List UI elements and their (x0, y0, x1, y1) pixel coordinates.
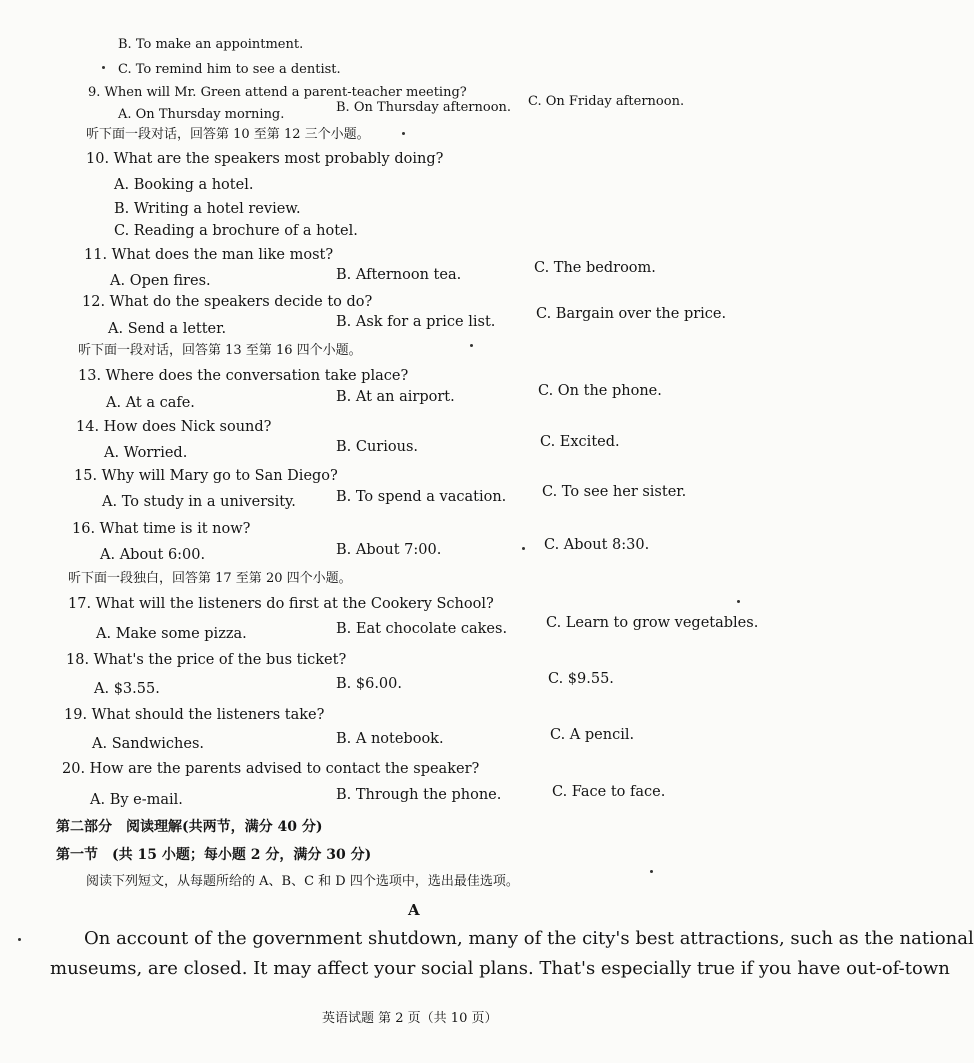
q15-option-c: C. To see her sister. (542, 484, 687, 500)
scan-speck (470, 344, 473, 347)
page-footer: 英语试题 第 2 页（共 10 页） (322, 1011, 498, 1026)
section-one-heading: 第一节 (共 15 小题；每小题 2 分，满分 30 分) (56, 847, 372, 863)
q14-option-a: A. Worried. (104, 445, 188, 461)
q10-option-b: B. Writing a hotel review. (114, 201, 301, 217)
question-12: 12. What do the speakers decide to do? (82, 294, 373, 310)
q19-option-b: B. A notebook. (336, 731, 444, 747)
scan-speck (18, 938, 21, 941)
scan-speck (102, 66, 105, 69)
question-16: 16. What time is it now? (72, 521, 251, 537)
q20-option-a: A. By e-mail. (90, 792, 183, 808)
q11-option-b: B. Afternoon tea. (336, 267, 462, 283)
q15-option-a: A. To study in a university. (102, 494, 296, 510)
q17-option-b: B. Eat chocolate cakes. (336, 621, 508, 637)
q16-option-c: C. About 8:30. (544, 537, 650, 553)
q13-option-b: B. At an airport. (336, 389, 455, 405)
q17-option-c: C. Learn to grow vegetables. (546, 615, 759, 631)
scan-speck (522, 547, 525, 550)
q20-option-c: C. Face to face. (552, 784, 666, 800)
q12-option-b: B. Ask for a price list. (336, 314, 496, 330)
q9-option-b: B. On Thursday afternoon. (336, 100, 512, 115)
question-18: 18. What's the price of the bus ticket? (66, 652, 347, 668)
q18-option-a: A. $3.55. (94, 681, 160, 697)
q20-option-b: B. Through the phone. (336, 787, 502, 803)
q9-option-a: A. On Thursday morning. (118, 107, 285, 122)
part-two-heading: 第二部分 阅读理解(共两节，满分 40 分) (56, 819, 323, 835)
listening-instruction-13-16: 听下面一段对话，回答第 13 至第 16 四个小题。 (78, 343, 362, 358)
q10-option-a: A. Booking a hotel. (114, 177, 254, 193)
q8-option-c: C. To remind him to see a dentist. (118, 62, 341, 77)
q14-option-c: C. Excited. (540, 434, 620, 450)
question-14: 14. How does Nick sound? (76, 419, 272, 435)
question-10: 10. What are the speakers most probably doing? (86, 151, 444, 167)
q8-option-b: B. To make an appointment. (118, 37, 304, 52)
listening-instruction-10-12: 听下面一段对话，回答第 10 至第 12 三个小题。 (86, 127, 370, 142)
q9-option-c: C. On Friday afternoon. (528, 94, 685, 109)
question-11: 11. What does the man like most? (84, 247, 334, 263)
passage-line-1: On account of the government shutdown, many of the city's best attractions, such as the national (84, 928, 974, 949)
q13-option-a: A. At a cafe. (106, 395, 195, 411)
question-19: 19. What should the listeners take? (64, 707, 325, 723)
q16-option-a: A. About 6:00. (100, 547, 206, 563)
passage-title: A (408, 901, 420, 919)
q11-option-c: C. The bedroom. (534, 260, 656, 276)
q13-option-c: C. On the phone. (538, 383, 662, 399)
question-9: 9. When will Mr. Green attend a parent-teacher meeting? (88, 85, 467, 100)
question-17: 17. What will the listeners do first at the Cookery School? (68, 596, 494, 612)
reading-instruction: 阅读下列短文，从每题所给的 A、B、C 和 D 四个选项中，选出最佳选项。 (86, 874, 519, 889)
q17-option-a: A. Make some pizza. (96, 626, 247, 642)
question-15: 15. Why will Mary go to San Diego? (74, 468, 338, 484)
scan-speck (402, 132, 405, 135)
q14-option-b: B. Curious. (336, 439, 418, 455)
q15-option-b: B. To spend a vacation. (336, 489, 507, 505)
q12-option-c: C. Bargain over the price. (536, 306, 727, 322)
q12-option-a: A. Send a letter. (108, 321, 227, 337)
q11-option-a: A. Open fires. (110, 273, 211, 289)
q10-option-c: C. Reading a brochure of a hotel. (114, 223, 358, 239)
listening-instruction-17-20: 听下面一段独白，回答第 17 至第 20 四个小题。 (68, 571, 352, 586)
question-13: 13. Where does the conversation take place? (78, 368, 409, 384)
question-20: 20. How are the parents advised to contact the speaker? (62, 761, 480, 777)
scan-speck (737, 600, 740, 603)
passage-line-2: museums, are closed. It may affect your social plans. That's especially true if you have out-of-town (50, 958, 950, 979)
q16-option-b: B. About 7:00. (336, 542, 442, 558)
q18-option-b: B. $6.00. (336, 676, 402, 692)
q18-option-c: C. $9.55. (548, 671, 614, 687)
q19-option-a: A. Sandwiches. (92, 736, 205, 752)
q19-option-c: C. A pencil. (550, 727, 635, 743)
scan-speck (650, 870, 653, 873)
